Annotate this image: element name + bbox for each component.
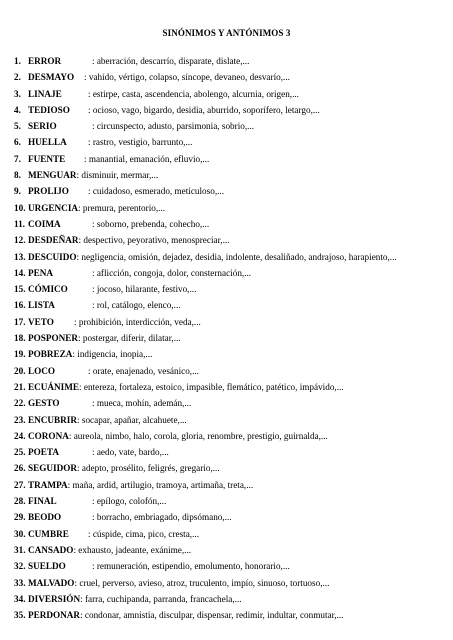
list-item — [14, 297, 446, 313]
list-item — [14, 151, 446, 167]
entry-word: FINAL — [28, 496, 57, 507]
list-item — [14, 509, 446, 525]
entry-separator: : — [92, 300, 97, 311]
list-item — [14, 330, 446, 346]
entry-synonyms: entereza, fortaleza, estoico, impasible, flemático, patético, impávido,... — [83, 381, 344, 392]
entry-synonyms: negligencia, omisión, dejadez, desidia, indolente, desaliñado, andrajoso, harapiento,... — [81, 251, 397, 262]
list-item — [14, 363, 446, 379]
entry-number: 29. — [14, 512, 26, 523]
entry-separator: : — [92, 267, 97, 278]
entry-synonyms: epílogo, colofón,... — [96, 496, 167, 507]
list-item — [14, 249, 446, 265]
entry-separator: : — [88, 528, 93, 539]
entry-synonyms: remuneración, estipendio, emolumento, honorario,... — [96, 561, 290, 572]
entry-word: LINAJE — [28, 88, 62, 99]
list-item — [14, 493, 446, 509]
entry-word: ECUÁNIME — [28, 381, 80, 392]
entry-word: DIVERSIÓN — [28, 593, 81, 604]
list-item — [14, 134, 446, 150]
list-item — [14, 395, 446, 411]
entry-separator: : — [79, 381, 84, 392]
entry-number: 7. — [14, 153, 21, 164]
entry-separator: : — [88, 137, 93, 148]
list-item — [14, 86, 446, 102]
entry-synonyms: mueca, mohín, ademán,... — [96, 398, 192, 409]
entry-synonyms: orate, enajenado, vesánico,... — [92, 365, 199, 376]
entry-synonyms: postergar, diferir, dilatar,... — [82, 333, 181, 344]
entry-synonyms: socapar, apañar, alcahuete,... — [81, 414, 187, 425]
list-item — [14, 265, 446, 281]
entry-word: CUMBRE — [28, 528, 69, 539]
entry-word: ENCUBRIR — [28, 414, 78, 425]
entry-separator: : — [88, 365, 93, 376]
entry-number: 33. — [14, 577, 26, 588]
entry-number: 17. — [14, 316, 26, 327]
entry-word: POETA — [28, 447, 59, 458]
entry-number: 14. — [14, 267, 26, 278]
entry-separator: : — [73, 544, 79, 555]
entry-word: SEGUIDOR — [28, 463, 78, 474]
entry-number: 22. — [14, 398, 26, 409]
entry-separator: : — [84, 153, 89, 164]
entry-separator: : — [92, 218, 97, 229]
entry-synonyms: ocioso, vago, bigardo, desidia, aburrido, soporífero, letargo,... — [92, 104, 320, 115]
entry-number: 24. — [14, 430, 26, 441]
entry-word: SUELDO — [28, 561, 66, 572]
entry-synonyms: borracho, embriagado, dipsómano,... — [96, 512, 232, 523]
entry-separator: : — [84, 72, 89, 83]
list-item — [14, 167, 446, 183]
entry-number: 32. — [14, 561, 26, 572]
entry-number: 3. — [14, 88, 21, 99]
entry-number: 11. — [14, 218, 25, 229]
entry-synonyms: aedo, vate, bardo,... — [96, 447, 169, 458]
entry-number: 31. — [14, 544, 26, 555]
entry-separator: : — [88, 186, 93, 197]
entry-separator: : — [80, 593, 85, 604]
entry-separator: : — [78, 333, 83, 344]
entry-word: FUENTE — [28, 153, 66, 164]
entry-number: 35. — [14, 610, 26, 621]
entry-word: BEODO — [28, 512, 62, 523]
entry-separator: : — [74, 577, 80, 588]
entry-synonyms: cruel, perverso, avieso, atroz, truculento, impío, sinuoso, tortuoso,... — [79, 577, 330, 588]
entry-number: 26. — [14, 463, 26, 474]
entry-word: DESDEÑAR — [28, 235, 79, 246]
list-item — [14, 444, 446, 460]
entry-synonyms: aflicción, congoja, dolor, consternación,... — [96, 267, 252, 278]
entry-number: 20. — [14, 365, 26, 376]
entry-separator: : — [77, 463, 82, 474]
entry-word: COIMA — [28, 218, 61, 229]
entry-word: LOCO — [28, 365, 56, 376]
entry-synonyms: indigencia, inopia,... — [77, 349, 153, 360]
entry-separator: : — [72, 349, 78, 360]
entry-number: 21. — [14, 381, 26, 392]
entry-word: SERIO — [28, 121, 57, 132]
list-item — [14, 428, 446, 444]
entry-word: POBREZA — [28, 349, 73, 360]
list-item — [14, 118, 446, 134]
entry-synonyms: despectivo, peyorativo, menospreciar,... — [83, 235, 230, 246]
entry-number: 6. — [14, 137, 21, 148]
entry-separator: : — [76, 251, 82, 262]
list-item — [14, 281, 446, 297]
entry-number: 16. — [14, 300, 26, 311]
entry-synonyms: rastro, vestigio, barrunto,... — [92, 137, 193, 148]
entry-number: 30. — [14, 528, 26, 539]
entry-separator: : — [92, 121, 97, 132]
entry-separator: : — [78, 202, 83, 213]
list-item — [14, 526, 446, 542]
entry-number: 18. — [14, 333, 26, 344]
entry-separator: : — [77, 414, 82, 425]
entry-number: 12. — [14, 235, 26, 246]
entry-synonyms: adepto, prosélito, feligrés, gregario,... — [81, 463, 220, 474]
entry-separator: : — [76, 170, 82, 181]
list-item — [14, 558, 446, 574]
entry-separator: : — [88, 104, 93, 115]
entry-number: 9. — [14, 186, 21, 197]
entry-synonyms: farra, cuchipanda, parranda, francachela,... — [84, 593, 242, 604]
entry-number: 4. — [14, 104, 21, 115]
entry-number: 15. — [14, 284, 26, 295]
list-item — [14, 591, 446, 607]
entry-separator: : — [92, 496, 97, 507]
entry-word: URGENCIA — [28, 202, 79, 213]
list-item — [14, 575, 446, 591]
entry-synonyms: rol, catálogo, elenco,... — [96, 300, 181, 311]
entry-word: PENA — [28, 267, 54, 278]
entry-synonyms: aberración, descarrío, disparate, dislate,... — [96, 56, 250, 66]
list-item — [14, 314, 446, 330]
entry-number: 25. — [14, 447, 26, 458]
entry-synonyms: cuidadoso, esmerado, meticuloso,... — [92, 186, 225, 197]
entry-separator: : — [78, 235, 84, 246]
page-title: SINÓNIMOS Y ANTÓNIMOS 3 — [162, 28, 291, 38]
entry-word: HUELLA — [28, 137, 67, 148]
entry-word: CORONA — [28, 430, 69, 441]
entry-synonyms: jocoso, hilarante, festivo,... — [96, 284, 197, 295]
entry-synonyms: prohibición, interdicción, veda,... — [78, 316, 201, 327]
list-item — [14, 607, 446, 623]
entry-synonyms: estirpe, casta, ascendencia, abolengo, alcurnia, origen,... — [92, 88, 299, 99]
entry-number: 23. — [14, 414, 26, 425]
list-item — [14, 216, 446, 232]
entry-synonyms: cúspide, cima, pico, cresta,... — [92, 528, 199, 539]
entry-number: 8. — [14, 170, 21, 181]
entry-synonyms: manantial, emanación, efluvio,... — [88, 153, 210, 164]
entry-separator: : — [67, 479, 73, 490]
list-item — [14, 69, 446, 85]
list-item — [14, 183, 446, 199]
list-item — [14, 53, 446, 69]
list-item — [14, 232, 446, 248]
entry-synonyms: exhausto, jadeante, exánime,... — [78, 544, 192, 555]
list-item — [14, 200, 446, 216]
entry-synonyms: condonar, amnistía, disculpar, dispensar, redimir, indultar, conmutar,... — [84, 610, 344, 621]
entry-synonyms: circunspecto, adusto, parsimonia, sobrio,... — [96, 121, 255, 132]
list-item — [14, 460, 446, 476]
entry-synonyms: vahído, vértigo, colapso, síncope, devaneo, desvarío,... — [88, 72, 290, 83]
entry-synonyms: aureola, nimbo, halo, corola, gloria, renombre, prestigio, guirnalda,... — [73, 430, 328, 441]
entry-word: VETO — [28, 316, 54, 327]
list-item — [14, 412, 446, 428]
entry-synonyms: premura, perentorio,... — [82, 202, 166, 213]
entry-word: LISTA — [28, 300, 55, 311]
list-item — [14, 477, 446, 493]
entry-word: TRAMPA — [28, 479, 68, 490]
entry-separator: : — [92, 56, 97, 66]
entry-separator: : — [92, 284, 97, 295]
entry-number: 2. — [14, 72, 21, 83]
list-item — [14, 102, 446, 118]
entry-number: 13. — [14, 251, 26, 262]
entry-separator: : — [88, 88, 93, 99]
entry-number: 10. — [14, 202, 26, 213]
entry-number: 34. — [14, 593, 26, 604]
entry-synonyms: maña, ardid, artilugio, tramoya, artimaña, treta,... — [72, 479, 254, 490]
entry-word: DESCUIDO — [28, 251, 77, 262]
entry-number: 1. — [14, 56, 21, 66]
entry-separator: : — [92, 447, 97, 458]
entry-word: TEDIOSO — [28, 104, 70, 115]
entry-number: 27. — [14, 479, 26, 490]
entry-synonyms: disminuir, mermar,... — [81, 170, 159, 181]
entry-number: 28. — [14, 496, 26, 507]
entry-word: PROLIJO — [28, 186, 69, 197]
entry-word: MALVADO — [28, 577, 75, 588]
entry-separator: : — [74, 316, 79, 327]
list-item — [14, 542, 446, 558]
list-item — [14, 346, 446, 362]
list-item — [14, 379, 446, 395]
entry-separator: : — [92, 398, 97, 409]
entry-word: CÓMICO — [28, 284, 68, 295]
synonym-list — [14, 53, 446, 623]
entry-number: 5. — [14, 121, 21, 132]
entry-word: PERDONAR — [28, 610, 81, 621]
entry-number: 19. — [14, 349, 26, 360]
entry-word: DESMAYO — [28, 72, 75, 83]
entry-word: CANSADO — [28, 544, 74, 555]
entry-word: MENGUAR — [28, 170, 77, 181]
entry-word: POSPONER — [28, 333, 79, 344]
entry-synonyms: soborno, prebenda, cohecho,... — [96, 218, 210, 229]
entry-separator: : — [80, 610, 85, 621]
entry-word: ERROR — [28, 56, 62, 66]
entry-word: GESTO — [28, 398, 60, 409]
entry-separator: : — [68, 430, 74, 441]
entry-separator: : — [92, 512, 97, 523]
entry-separator: : — [92, 561, 97, 572]
